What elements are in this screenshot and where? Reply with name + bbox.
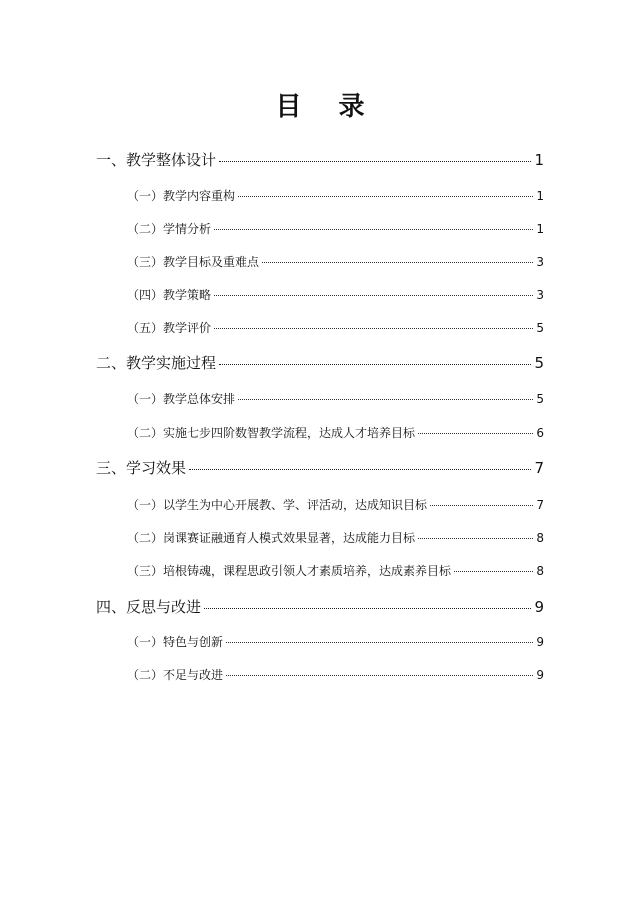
toc-page-number: 3 xyxy=(536,255,544,269)
toc-leader-dots xyxy=(226,675,533,676)
toc-subentry[interactable] xyxy=(127,220,544,237)
toc-leader-dots xyxy=(262,262,533,263)
toc-entry-text: （二）不足与改进 xyxy=(127,668,224,682)
toc-leader-dots xyxy=(238,399,533,400)
toc-page-number: 1 xyxy=(536,222,544,236)
toc-entry[interactable] xyxy=(96,352,544,373)
toc-leader-dots xyxy=(418,538,533,539)
toc-subentry[interactable] xyxy=(127,496,544,513)
toc-leader-dots xyxy=(219,161,531,162)
toc-entry-text: （五）教学评价 xyxy=(127,321,212,335)
toc-leader-dots xyxy=(189,469,531,470)
toc-entry-text: （二）岗课赛证融通育人模式效果显著，达成能力目标 xyxy=(127,531,416,545)
toc-title: 目 录 xyxy=(275,92,379,122)
toc-page-number: 5 xyxy=(536,321,544,335)
toc-entry-text: 二、教学实施过程 xyxy=(96,354,217,372)
toc-subentry[interactable] xyxy=(127,666,544,683)
toc-subentry[interactable] xyxy=(127,390,544,407)
toc-leader-dots xyxy=(219,364,531,365)
toc-entry-text: （一）以学生为中心开展教、学、评活动，达成知识目标 xyxy=(127,498,428,512)
toc-entry-text: （一）特色与创新 xyxy=(127,635,224,649)
toc-page-number: 9 xyxy=(536,668,544,682)
toc-subentry[interactable] xyxy=(127,633,544,650)
toc-leader-dots xyxy=(418,433,533,434)
toc-entry-text: 四、反思与改进 xyxy=(96,598,202,616)
toc-leader-dots xyxy=(204,608,531,609)
toc-subentry[interactable] xyxy=(127,286,544,303)
toc-page-number: 5 xyxy=(534,354,544,372)
toc-leader-dots xyxy=(454,571,533,572)
toc-page-number: 8 xyxy=(536,564,544,578)
toc-subentry[interactable] xyxy=(127,253,544,270)
toc-entry-text: （二）实施七步四阶数智教学流程，达成人才培养目标 xyxy=(127,426,416,440)
toc-leader-dots xyxy=(238,196,533,197)
toc-subentry[interactable] xyxy=(127,529,544,546)
toc-leader-dots xyxy=(214,295,533,296)
toc-entry-text: 一、教学整体设计 xyxy=(96,151,217,169)
toc-page-number: 8 xyxy=(536,531,544,545)
toc-entry-text: （二）学情分析 xyxy=(127,222,212,236)
toc-subentry[interactable] xyxy=(127,562,544,579)
toc-leader-dots xyxy=(214,328,533,329)
toc-subentry[interactable] xyxy=(127,319,544,336)
toc-entry[interactable] xyxy=(96,596,544,617)
toc-page-number: 1 xyxy=(536,189,544,203)
toc-leader-dots xyxy=(214,229,533,230)
toc-page-number: 7 xyxy=(534,459,544,477)
toc-subentry[interactable] xyxy=(127,187,544,204)
toc-entry[interactable] xyxy=(96,457,544,478)
toc-entry[interactable] xyxy=(96,149,544,170)
toc-subentry[interactable] xyxy=(127,424,544,441)
toc-page-number: 5 xyxy=(536,392,544,406)
toc-leader-dots xyxy=(430,505,533,506)
toc-leader-dots xyxy=(226,642,533,643)
toc-page-number: 1 xyxy=(534,151,544,169)
toc-page-number: 3 xyxy=(536,288,544,302)
toc-entry-text: （三）教学目标及重难点 xyxy=(127,255,260,269)
toc-entry-text: （四）教学策略 xyxy=(127,288,212,302)
toc-page-number: 7 xyxy=(536,498,544,512)
toc-page-number: 6 xyxy=(536,426,544,440)
toc-page-number: 9 xyxy=(536,635,544,649)
toc-entry-text: （一）教学内容重构 xyxy=(127,189,236,203)
toc-page-number: 9 xyxy=(534,598,544,616)
toc-entry-text: （三）培根铸魂，课程思政引领人才素质培养，达成素养目标 xyxy=(127,564,452,578)
toc-entry-text: （一）教学总体安排 xyxy=(127,392,236,406)
toc-entry-text: 三、学习效果 xyxy=(96,459,187,477)
